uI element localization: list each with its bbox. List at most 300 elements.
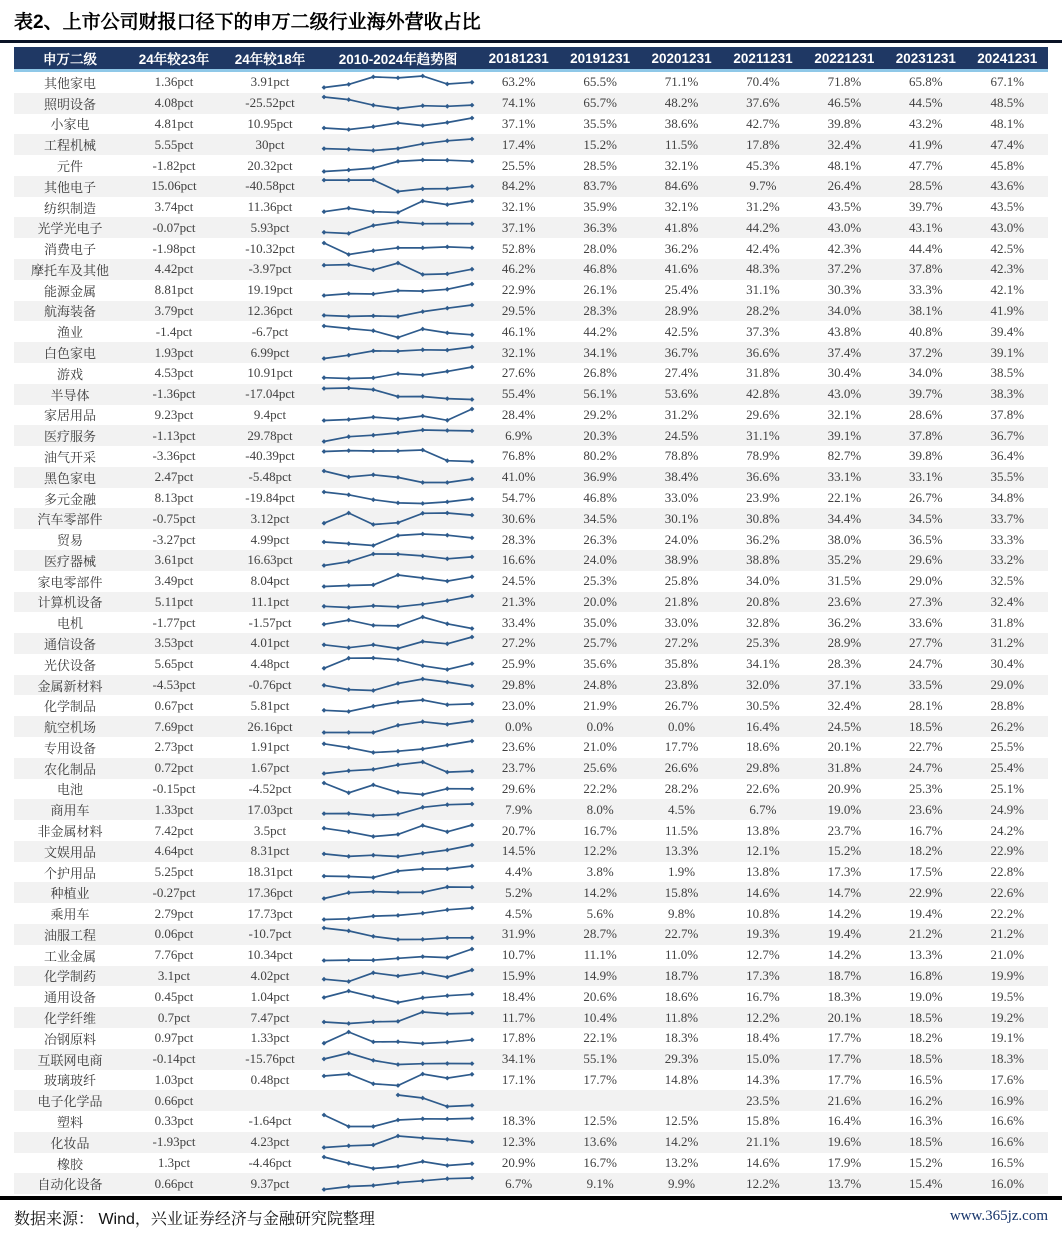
year-value: 78.9%: [746, 448, 780, 464]
year-value: 16.2%: [909, 1092, 943, 1108]
year-value: 17.8%: [501, 1030, 536, 1046]
year-value: 44.2%: [583, 323, 617, 339]
trend-sparkline: [318, 72, 478, 92]
table-row: [14, 155, 1048, 176]
trend-sparkline: [318, 259, 478, 279]
industry-name: 摩托车及其他: [30, 262, 109, 278]
year-value: 36.6%: [746, 469, 780, 485]
year-value: 31.2%: [746, 199, 780, 215]
site-link[interactable]: www.365jz.com: [949, 1208, 1048, 1224]
industry-name: 医疗器械: [43, 553, 96, 569]
year-value: 16.4%: [746, 718, 780, 734]
year-value: 23.6%: [827, 593, 862, 609]
year-value: 29.8%: [501, 677, 536, 693]
year-value: 15.8%: [664, 884, 699, 900]
chg-24v23-value: 7.76pct: [154, 947, 194, 963]
table-row: [14, 1111, 1048, 1132]
year-value: 43.2%: [909, 115, 943, 131]
year-value: 19.0%: [909, 988, 943, 1004]
year-value: 21.2%: [990, 926, 1025, 942]
chg-24v18-value: 8.04pct: [250, 573, 290, 589]
chg-24v18-value: 1.33pct: [250, 1030, 290, 1046]
year-value: 48.3%: [746, 261, 780, 277]
year-value: 70.4%: [746, 74, 780, 90]
trend-sparkline: [318, 280, 478, 300]
year-value: 33.3%: [909, 282, 943, 298]
chg-24v18-value: 1.91pct: [250, 739, 290, 755]
year-value: 17.7%: [827, 1071, 862, 1087]
chg-24v23-value: -1.36pct: [152, 386, 196, 402]
year-value: 29.8%: [746, 760, 780, 776]
year-value: 43.5%: [990, 199, 1025, 215]
industry-name: 能源金属: [43, 283, 96, 299]
year-value: 18.2%: [909, 1030, 943, 1046]
chg-24v18-value: 7.47pct: [250, 1009, 290, 1025]
chg-24v18-value: 4.23pct: [250, 1134, 290, 1150]
year-value: 25.3%: [909, 780, 943, 796]
year-value: 25.3%: [583, 573, 617, 589]
chg-24v18-value: 17.36pct: [247, 884, 293, 900]
table-row: [14, 820, 1048, 841]
chg-24v18-value: 4.02pct: [250, 967, 290, 983]
year-value: 23.7%: [827, 822, 862, 838]
year-value: 43.8%: [827, 323, 862, 339]
year-value: 36.2%: [746, 531, 780, 547]
year-value: 25.5%: [501, 157, 536, 173]
year-value: 13.6%: [583, 1134, 617, 1150]
year-value: 16.7%: [909, 822, 943, 838]
table-row: [14, 384, 1048, 405]
table-row: [14, 550, 1048, 571]
year-value: 31.9%: [501, 926, 536, 942]
trend-sparkline: [318, 1153, 478, 1173]
table-row: [14, 1173, 1048, 1194]
year-value: 33.7%: [990, 510, 1025, 526]
year-value: 0.0%: [505, 718, 533, 734]
chg-24v23-value: 0.67pct: [154, 697, 194, 713]
year-value: 32.4%: [990, 593, 1025, 609]
year-value: 30.5%: [746, 697, 780, 713]
header-20231231: 20231231: [895, 50, 956, 66]
year-value: 20.1%: [827, 739, 862, 755]
year-value: 48.2%: [664, 95, 699, 111]
chg-24v23-value: 4.42pct: [154, 261, 194, 277]
trend-sparkline: [318, 862, 478, 882]
data-source-note: 数据来源： Wind，兴业证券经济与金融研究院整理: [14, 1211, 375, 1228]
trend-sparkline: [318, 800, 478, 820]
year-value: 71.1%: [664, 74, 699, 90]
trend-sparkline: [318, 571, 478, 591]
trend-sparkline: [318, 156, 478, 176]
year-value: 28.9%: [664, 302, 699, 318]
year-value: 35.9%: [583, 199, 617, 215]
trend-sparkline: [318, 592, 478, 612]
year-value: 55.1%: [583, 1051, 617, 1067]
trend-sparkline: [318, 1049, 478, 1069]
chg-24v18-value: 19.19pct: [247, 282, 293, 298]
industry-name: 非金属材料: [37, 824, 103, 840]
year-value: 18.5%: [909, 718, 943, 734]
year-value: 31.5%: [827, 573, 862, 589]
year-value: 18.3%: [501, 1113, 536, 1129]
year-value: 3.8%: [586, 864, 614, 880]
year-value: 27.2%: [501, 635, 536, 651]
industry-name: 多元金融: [43, 491, 96, 507]
trend-sparkline: [318, 945, 478, 965]
year-value: 44.5%: [909, 95, 943, 111]
year-value: 14.2%: [664, 1134, 699, 1150]
trend-sparkline: [318, 322, 478, 342]
chg-24v23-value: -0.07pct: [152, 219, 196, 235]
year-value: 21.2%: [909, 926, 943, 942]
year-value: 82.7%: [827, 448, 862, 464]
industry-name: 电池: [56, 782, 83, 798]
industry-name: 个护用品: [43, 865, 96, 881]
year-value: 18.3%: [827, 988, 862, 1004]
year-value: 36.4%: [990, 448, 1025, 464]
year-value: 48.1%: [827, 157, 862, 173]
chg-24v23-value: 1.36pct: [154, 74, 194, 90]
year-value: 30.4%: [990, 656, 1025, 672]
industry-name: 金属新材料: [37, 678, 103, 694]
year-value: 39.8%: [909, 448, 943, 464]
year-value: 39.1%: [827, 427, 862, 443]
table-row: [14, 1153, 1048, 1174]
table-row: [14, 1132, 1048, 1153]
industry-name: 通信设备: [43, 636, 96, 652]
year-value: 36.7%: [990, 427, 1025, 443]
year-value: 15.2%: [827, 843, 862, 859]
year-value: 9.1%: [586, 1175, 614, 1191]
year-value: 84.6%: [664, 178, 699, 194]
trend-sparkline: [318, 1111, 478, 1131]
year-value: 26.6%: [664, 760, 699, 776]
year-value: 42.5%: [990, 240, 1025, 256]
year-value: 12.7%: [746, 947, 780, 963]
year-value: 44.2%: [746, 219, 780, 235]
year-value: 25.9%: [501, 656, 536, 672]
year-value: 1.9%: [668, 864, 696, 880]
chg-24v23-value: 5.65pct: [154, 656, 194, 672]
industry-name: 航空机场: [43, 720, 96, 736]
year-value: 37.2%: [827, 261, 862, 277]
year-value: 19.4%: [827, 926, 862, 942]
year-value: 22.9%: [501, 282, 536, 298]
year-value: 19.9%: [990, 967, 1025, 983]
year-value: 38.8%: [746, 552, 780, 568]
year-value: 28.3%: [583, 302, 617, 318]
year-value: 21.0%: [990, 947, 1025, 963]
trend-sparkline: [318, 987, 478, 1007]
year-value: 42.7%: [746, 115, 780, 131]
trend-sparkline: [318, 613, 478, 633]
year-value: 25.4%: [990, 760, 1025, 776]
year-value: 27.2%: [664, 635, 699, 651]
year-value: 46.8%: [583, 261, 617, 277]
year-value: 19.5%: [990, 988, 1025, 1004]
year-value: 15.2%: [583, 136, 617, 152]
industry-name: 工程机械: [43, 138, 96, 154]
year-value: 23.6%: [501, 739, 536, 755]
chg-24v23-value: -1.82pct: [152, 157, 196, 173]
header-20201231: 20201231: [651, 50, 712, 66]
year-value: 11.7%: [502, 1009, 536, 1025]
year-value: 53.6%: [664, 386, 699, 402]
year-value: 18.4%: [746, 1030, 780, 1046]
year-value: 33.0%: [664, 614, 699, 630]
chg-24v23-value: -0.75pct: [152, 510, 196, 526]
chg-24v18-value: 17.73pct: [247, 905, 293, 921]
year-value: 17.8%: [746, 136, 780, 152]
year-value: 12.2%: [583, 843, 617, 859]
trend-sparkline: [318, 218, 478, 238]
chg-24v18-value: 17.03pct: [247, 801, 293, 817]
chg-24v23-value: 3.79pct: [154, 302, 194, 318]
year-value: 9.9%: [668, 1175, 696, 1191]
trend-sparkline: [318, 737, 478, 757]
chg-24v18-value: 11.1pct: [250, 593, 290, 609]
year-value: 33.3%: [990, 531, 1025, 547]
year-value: 21.8%: [664, 593, 699, 609]
year-value: 46.1%: [501, 323, 536, 339]
trend-sparkline: [318, 176, 478, 196]
year-value: 25.7%: [583, 635, 617, 651]
year-value: 29.0%: [909, 573, 943, 589]
year-value: 46.8%: [583, 490, 617, 506]
year-value: 36.7%: [664, 344, 699, 360]
year-value: 16.5%: [909, 1071, 943, 1087]
year-value: 33.2%: [990, 552, 1025, 568]
year-value: 16.6%: [990, 1134, 1025, 1150]
year-value: 32.1%: [501, 199, 536, 215]
year-value: 47.4%: [990, 136, 1025, 152]
year-value: 6.7%: [505, 1175, 533, 1191]
chg-24v18-value: 6.99pct: [250, 344, 290, 360]
chg-24v18-value: 4.48pct: [250, 656, 290, 672]
year-value: 26.7%: [909, 490, 943, 506]
year-value: 14.6%: [746, 884, 780, 900]
year-value: 17.4%: [501, 136, 536, 152]
year-value: 4.5%: [668, 801, 696, 817]
trend-sparkline: [318, 841, 478, 861]
year-value: 16.8%: [909, 967, 943, 983]
chg-24v23-value: 7.42pct: [154, 822, 194, 838]
trend-sparkline: [318, 426, 478, 446]
chg-24v23-value: 0.72pct: [154, 760, 194, 776]
year-value: 42.4%: [746, 240, 780, 256]
year-value: 22.6%: [990, 884, 1025, 900]
industry-name: 游戏: [56, 366, 83, 382]
trend-sparkline: [318, 530, 478, 550]
chg-24v18-value: 5.93pct: [250, 219, 290, 235]
year-value: 32.4%: [827, 136, 862, 152]
year-value: 34.5%: [909, 510, 943, 526]
year-value: 52.8%: [501, 240, 536, 256]
year-value: 13.3%: [664, 843, 699, 859]
year-value: 26.2%: [990, 718, 1025, 734]
year-value: 13.8%: [746, 864, 780, 880]
year-value: 11.8%: [665, 1009, 699, 1025]
year-value: 14.9%: [583, 967, 617, 983]
year-value: 18.3%: [664, 1030, 699, 1046]
chg-24v18-value: 4.99pct: [250, 531, 290, 547]
year-value: 17.7%: [827, 1051, 862, 1067]
year-value: 26.3%: [583, 531, 617, 547]
year-value: 37.1%: [501, 219, 536, 235]
year-value: 17.7%: [664, 739, 699, 755]
industry-name: 光学光电子: [37, 221, 103, 237]
year-value: 37.2%: [909, 344, 943, 360]
chg-24v18-value: 3.91pct: [250, 74, 290, 90]
year-value: 14.2%: [827, 905, 862, 921]
year-value: 16.7%: [583, 822, 617, 838]
trend-sparkline: [318, 675, 478, 695]
table-row: [14, 508, 1048, 529]
year-value: 35.2%: [827, 552, 862, 568]
chg-24v23-value: 0.66pct: [154, 1092, 194, 1108]
trend-sparkline: [318, 384, 478, 404]
header-20221231: 20221231: [814, 50, 875, 66]
industry-name: 农化制品: [43, 761, 96, 777]
year-value: 36.6%: [746, 344, 780, 360]
year-value: 18.6%: [746, 739, 780, 755]
year-value: 17.3%: [827, 864, 862, 880]
year-value: 36.3%: [583, 219, 617, 235]
year-value: 39.7%: [909, 199, 943, 215]
year-value: 18.3%: [990, 1051, 1025, 1067]
year-value: 37.6%: [746, 95, 780, 111]
year-value: 41.8%: [664, 219, 699, 235]
year-value: 32.1%: [664, 157, 699, 173]
chg-24v18-value: 8.31pct: [250, 843, 290, 859]
year-value: 0.0%: [668, 718, 696, 734]
year-value: 56.1%: [583, 386, 617, 402]
year-value: 43.0%: [827, 219, 862, 235]
chg-24v18-value: 9.4pct: [253, 406, 287, 422]
year-value: 34.8%: [990, 490, 1025, 506]
year-value: 37.1%: [501, 115, 536, 131]
trend-sparkline: [318, 467, 478, 487]
chg-24v23-value: 4.64pct: [154, 843, 194, 859]
year-value: 20.9%: [827, 780, 862, 796]
table-row: [14, 966, 1048, 987]
year-value: 43.0%: [827, 386, 862, 402]
year-value: 28.7%: [583, 926, 617, 942]
year-value: 28.3%: [501, 531, 536, 547]
chg-24v23-value: -1.77pct: [152, 614, 196, 630]
year-value: 14.6%: [746, 1155, 780, 1171]
year-value: 22.1%: [583, 1030, 617, 1046]
table-row: [14, 737, 1048, 758]
trend-sparkline: [318, 966, 478, 986]
year-value: 18.7%: [827, 967, 862, 983]
year-value: 16.3%: [909, 1113, 943, 1129]
year-value: 28.2%: [746, 302, 780, 318]
industry-name: 家电零部件: [37, 574, 103, 590]
chg-24v18-value: 1.67pct: [250, 760, 290, 776]
chg-24v23-value: 3.61pct: [154, 552, 194, 568]
year-value: 17.1%: [501, 1071, 536, 1087]
year-value: 28.1%: [909, 697, 943, 713]
year-value: 22.1%: [827, 490, 862, 506]
year-value: 24.9%: [990, 801, 1025, 817]
table-row: [14, 321, 1048, 342]
year-value: 34.1%: [501, 1051, 536, 1067]
industry-name: 元件: [56, 159, 83, 175]
year-value: 19.4%: [909, 905, 943, 921]
trend-sparkline: [318, 509, 478, 529]
trend-sparkline: [318, 924, 478, 944]
year-value: 6.7%: [749, 801, 777, 817]
table-row: [14, 612, 1048, 633]
year-value: 76.8%: [501, 448, 536, 464]
year-value: 10.7%: [501, 947, 536, 963]
industry-name: 小家电: [50, 117, 90, 133]
trend-sparkline: [318, 758, 478, 778]
table-row: [14, 654, 1048, 675]
year-value: 20.0%: [583, 593, 617, 609]
industry-name: 其他电子: [43, 179, 96, 195]
year-value: 18.6%: [664, 988, 699, 1004]
year-value: 4.4%: [505, 864, 533, 880]
year-value: 33.1%: [827, 469, 862, 485]
year-value: 14.7%: [827, 884, 862, 900]
year-value: 18.4%: [501, 988, 536, 1004]
year-value: 27.4%: [664, 365, 699, 381]
table-row: [14, 1090, 1048, 1111]
year-value: 28.9%: [827, 635, 862, 651]
chg-24v23-value: 2.79pct: [154, 905, 194, 921]
year-value: 21.1%: [746, 1134, 780, 1150]
chg-24v18-value: 10.91pct: [247, 365, 293, 381]
year-value: 39.4%: [990, 323, 1025, 339]
industry-name: 橡胶: [56, 1156, 83, 1172]
year-value: 22.2%: [990, 905, 1025, 921]
chg-24v18-value: 3.12pct: [250, 510, 290, 526]
chg-24v23-value: 4.81pct: [154, 115, 194, 131]
year-value: 48.1%: [990, 115, 1025, 131]
chg-24v23-value: 1.03pct: [154, 1071, 194, 1087]
trend-sparkline: [318, 1008, 478, 1028]
year-value: 24.5%: [501, 573, 536, 589]
year-value: 17.5%: [909, 864, 943, 880]
chg-24v23-value: -3.27pct: [152, 531, 196, 547]
year-value: 26.7%: [664, 697, 699, 713]
chg-24v23-value: 4.53pct: [154, 365, 194, 381]
table-row: [14, 446, 1048, 467]
chg-24v18-value: 0.48pct: [250, 1071, 290, 1087]
year-value: 41.6%: [664, 261, 699, 277]
year-value: 41.9%: [990, 302, 1025, 318]
year-value: 13.2%: [664, 1155, 699, 1171]
table-row: [14, 903, 1048, 924]
year-value: 21.6%: [827, 1092, 862, 1108]
year-value: 45.8%: [990, 157, 1025, 173]
year-value: 30.4%: [827, 365, 862, 381]
header-20181231: 20181231: [488, 50, 549, 66]
industry-name: 半导体: [50, 387, 90, 403]
year-value: 12.1%: [746, 843, 780, 859]
year-value: 29.6%: [501, 780, 536, 796]
year-value: 24.0%: [664, 531, 699, 547]
year-value: 4.5%: [505, 905, 533, 921]
year-value: 23.0%: [501, 697, 536, 713]
trend-sparkline: [318, 363, 478, 383]
year-value: 38.3%: [990, 386, 1025, 402]
table-row: [14, 945, 1048, 966]
chg-24v18-value: -40.58pct: [245, 178, 295, 194]
chg-24v18-value: 9.37pct: [250, 1175, 290, 1191]
